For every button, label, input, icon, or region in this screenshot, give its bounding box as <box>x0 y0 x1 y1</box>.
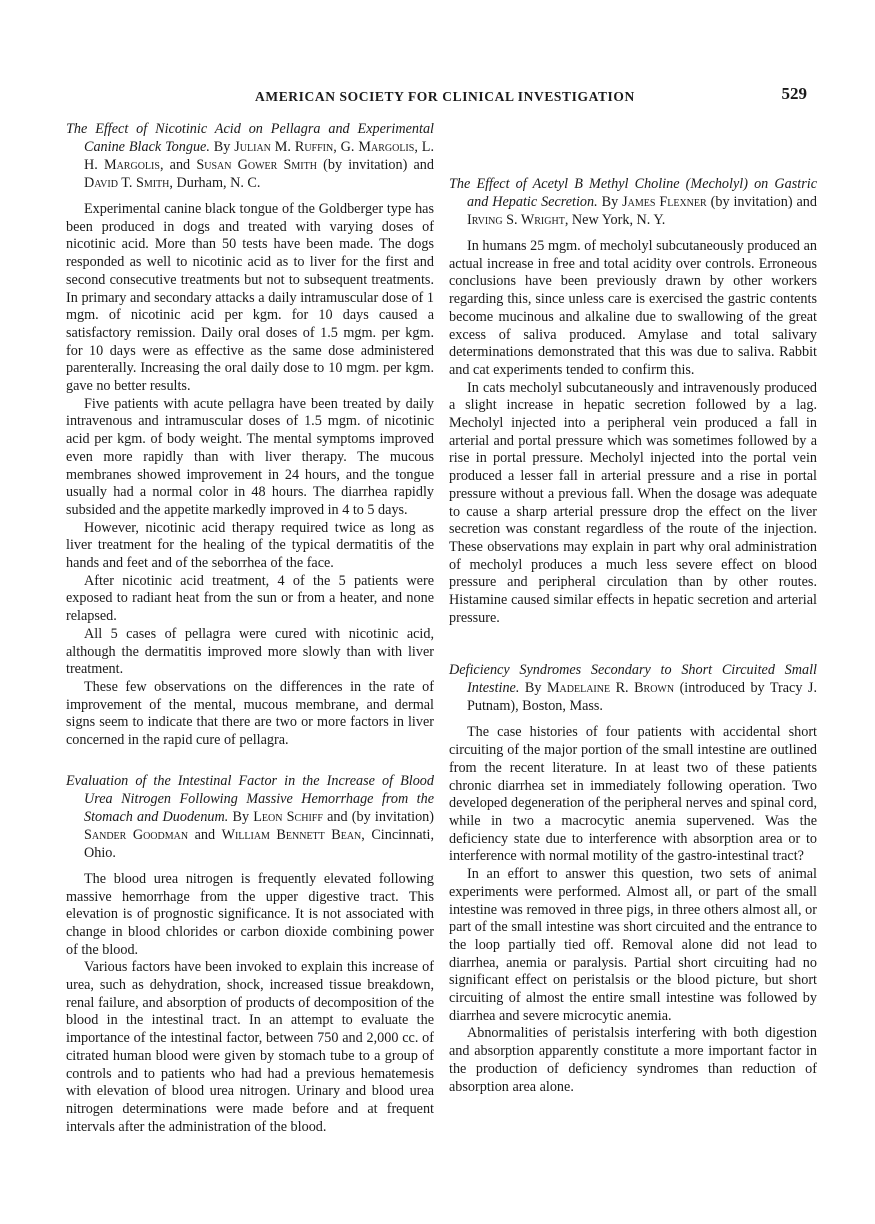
author-name: Susan Gower Smith <box>196 157 317 173</box>
by-text: By <box>519 680 547 697</box>
author-name: Julian M. Ruffin <box>234 139 334 155</box>
author-sep: , and <box>159 157 191 173</box>
author-name: David T. Smith <box>84 175 170 191</box>
author-sep: (by invitation) and <box>706 194 817 210</box>
article-deficiency-syndromes <box>449 661 817 1096</box>
body-paragraph: These few observations on the differences in the rate of improvement of the mental, mucous membrane, and dermal signs seem to indicate that there are two or more factors in liver concerned in the rapid cure of pellagra. <box>66 678 434 749</box>
left-column <box>66 120 434 1158</box>
author-name: James Flexner <box>622 194 707 210</box>
body-paragraph: Various factors have been invoked to explain this increase of urea, such as dehydration, shock, increased tissue breakdown, renal failure, and absorption of products of decomposition of the blood in the intestinal tract. In an attempt to evaluate the importance of the intestinal factor, between 750 and 2,000 cc. of citrated human blood were given by stomach tube to a group of controls and to patients who had had a previous hematemesis with elevation of blood urea nitrogen. Urinary and blood urea nitrogen determinations were made before and at frequent intervals after the administration of the blood. <box>66 959 434 1135</box>
author-name: Leon Schiff <box>253 808 323 825</box>
author-sep: , Durham, N. C. <box>169 175 261 191</box>
author-sep: , New York, N. Y. <box>564 212 666 228</box>
body-paragraph: In cats mecholyl subcutaneously and intravenously produced a slight increase in hepatic secretion followed by a lag. Mecholyl injected into a peripheral vein produced a fall in arterial and portal pressure which was sometimes followed by a rise in portal pressure. Mecholyl injected into the portal vein produced a lesser fall in arterial pressure and a rise in portal pressure without a previous fall. When the dosage was adequate to cause a sharp arterial pressure drop the effect on the liver secretion was constant regardless of the route of the injection. These observations may explain in part why oral administration of mecholyl produces a much less severe effect on blood pressure and peripheral circulation than by other routes. Histamine caused similar effects in hepatic secretion and arterial pressure. <box>449 379 817 626</box>
body-paragraph: Abnormalities of peristalsis interfering with both digestion and absorption apparently constitute a more important factor in the production of deficiency syndromes than reduction of absorption area alone. <box>449 1025 817 1095</box>
author-sep: (introduced by Tracy J. Putnam), Boston, Mass. <box>467 680 817 715</box>
body-paragraph: In an effort to answer this question, two sets of animal experiments were performed. Almost all, or part of the small intestine was removed in three pigs, in three others almost all, or part of the small intestine was short circuited and the entrance to the loop partially tied off. Removal alone did not lead to diarrhea, anemia or paralysis. Partial short circuiting had no significant effect on peristalsis or the blood picture, but short circuiting of almost the entire small intestine was followed by diarrhea and severe microcytic anemia. <box>449 866 817 1024</box>
article-title: The Effect of Nicotinic Acid on Pellagra and Experimental Canine Black Tongue. <box>66 121 434 155</box>
article-title-block <box>449 661 817 715</box>
by-text: By <box>597 194 623 210</box>
author-sep: , <box>333 139 337 155</box>
author-sep: , Cincinnati, Ohio. <box>84 826 434 861</box>
page-header <box>60 84 815 108</box>
article-title: The Effect of Acetyl B Methyl Choline (Mecholyl) on Gastric and Hepatic Secretion. <box>449 176 817 210</box>
article-title: Deficiency Syndromes Secondary to Short Circuited Small Intestine. <box>449 662 817 697</box>
author-name: L. H. Margolis <box>84 139 434 173</box>
author-name: Irving S. Wright <box>467 212 565 228</box>
running-head: AMERICAN SOCIETY FOR CLINICAL INVESTIGATION <box>255 89 635 104</box>
by-text: By <box>228 808 254 825</box>
author-sep: and <box>188 826 216 843</box>
author-name: Madelaine R. Brown <box>546 680 675 697</box>
article-title-block <box>449 175 817 229</box>
body-paragraph: The blood urea nitrogen is frequently elevated following massive hemorrhage from the upper digestive tract. This elevation is of prognostic significance. It is not associated with change in blood chlorides or carbon dioxide combining power of the blood. <box>66 870 434 958</box>
by-text: By <box>209 139 235 155</box>
body-paragraph: After nicotinic acid treatment, 4 of the 5 patients were exposed to radiant heat from the sun or from a heater, and none relapsed. <box>66 572 434 625</box>
body-paragraph: Experimental canine black tongue of the Goldberger type has been produced in dogs and treated with varying doses of nicotinic acid. More than 50 tests have been made. The dogs responded as well to nicotinic acid as to liver for the first and second consecutive treatments but not to subsequent treatments. In primary and secondary attacks a daily intramuscular dose of 1 mgm. of nicotinic acid per kgm. for 10 days caused a satisfactory remission. Daily oral doses of 1.5 mgm. per kgm. for 10 days were as effective as the same dose administered parenterally. Increasing the oral daily dose to 10 mgm. per kgm. gave no better results. <box>66 201 434 395</box>
body-paragraph: However, nicotinic acid therapy required twice as long as liver treatment for the healing of the typical dermatitis of the hands and feet and of the seborrhea of the face. <box>66 519 434 572</box>
author-sep: (by invitation) and <box>316 157 434 173</box>
author-name: G. Margolis <box>340 139 415 155</box>
page-number: 529 <box>781 84 807 103</box>
right-column <box>449 120 817 1118</box>
body-paragraph: In humans 25 mgm. of mecholyl subcutaneously produced an actual increase in free and total acidity over controls. Erroneous conclusions have been previously drawn by other workers regarding this, since unless care is exercised the gastric contents become mucinous and alkaline due to swallowing of the great excess of saliva produced. Amylase and total salivary determinations demonstrated that this was due to saliva. Rabbit and cat experiments tended to confirm this. <box>449 238 817 378</box>
article-title-block <box>66 120 434 192</box>
article-nicotinic-acid <box>66 120 434 750</box>
body-paragraph: Five patients with acute pellagra have been treated by daily intravenous and intramuscular doses of 1.5 mgm. of nicotinic acid per kgm. of body weight. The mental symptoms improved even more rapidly than with liver therapy. The mucous membranes showed improvement in 24 hours, and the tongue usually had a normal color in 48 hours. The diarrhea rapidly subsided and the appetite markedly improved in 4 to 5 days. <box>66 395 434 518</box>
article-mecholyl <box>449 175 817 627</box>
body-paragraph: All 5 cases of pellagra were cured with nicotinic acid, although the dermatitis improved more slowly than with liver treatment. <box>66 625 434 678</box>
author-name: Sander Goodman <box>84 826 189 843</box>
author-sep: and (by invitation) <box>322 808 434 825</box>
author-sep: , <box>414 139 418 155</box>
body-paragraph: The case histories of four patients with accidental short circuiting of the major portion of the small intestine are outlined from the recent literature. In at least two of these patients chronic diarrhea set in immediately following operation. Two developed degeneration of the peripheral nerves and spinal cord, while in two a macrocytic anemia supervened. Was the deficiency state due to interference with absorption area or to interference with normal motility of the gastro-intestinal tract? <box>449 724 817 865</box>
article-blood-urea-nitrogen <box>66 772 434 1137</box>
article-title: Evaluation of the Intestinal Factor in the Increase of Blood Urea Nitrogen Following Massive Hemorrhage from the Stomach and Duodenum. <box>66 772 434 825</box>
article-title-block <box>66 772 434 862</box>
author-name: William Bennett Bean <box>221 826 362 843</box>
